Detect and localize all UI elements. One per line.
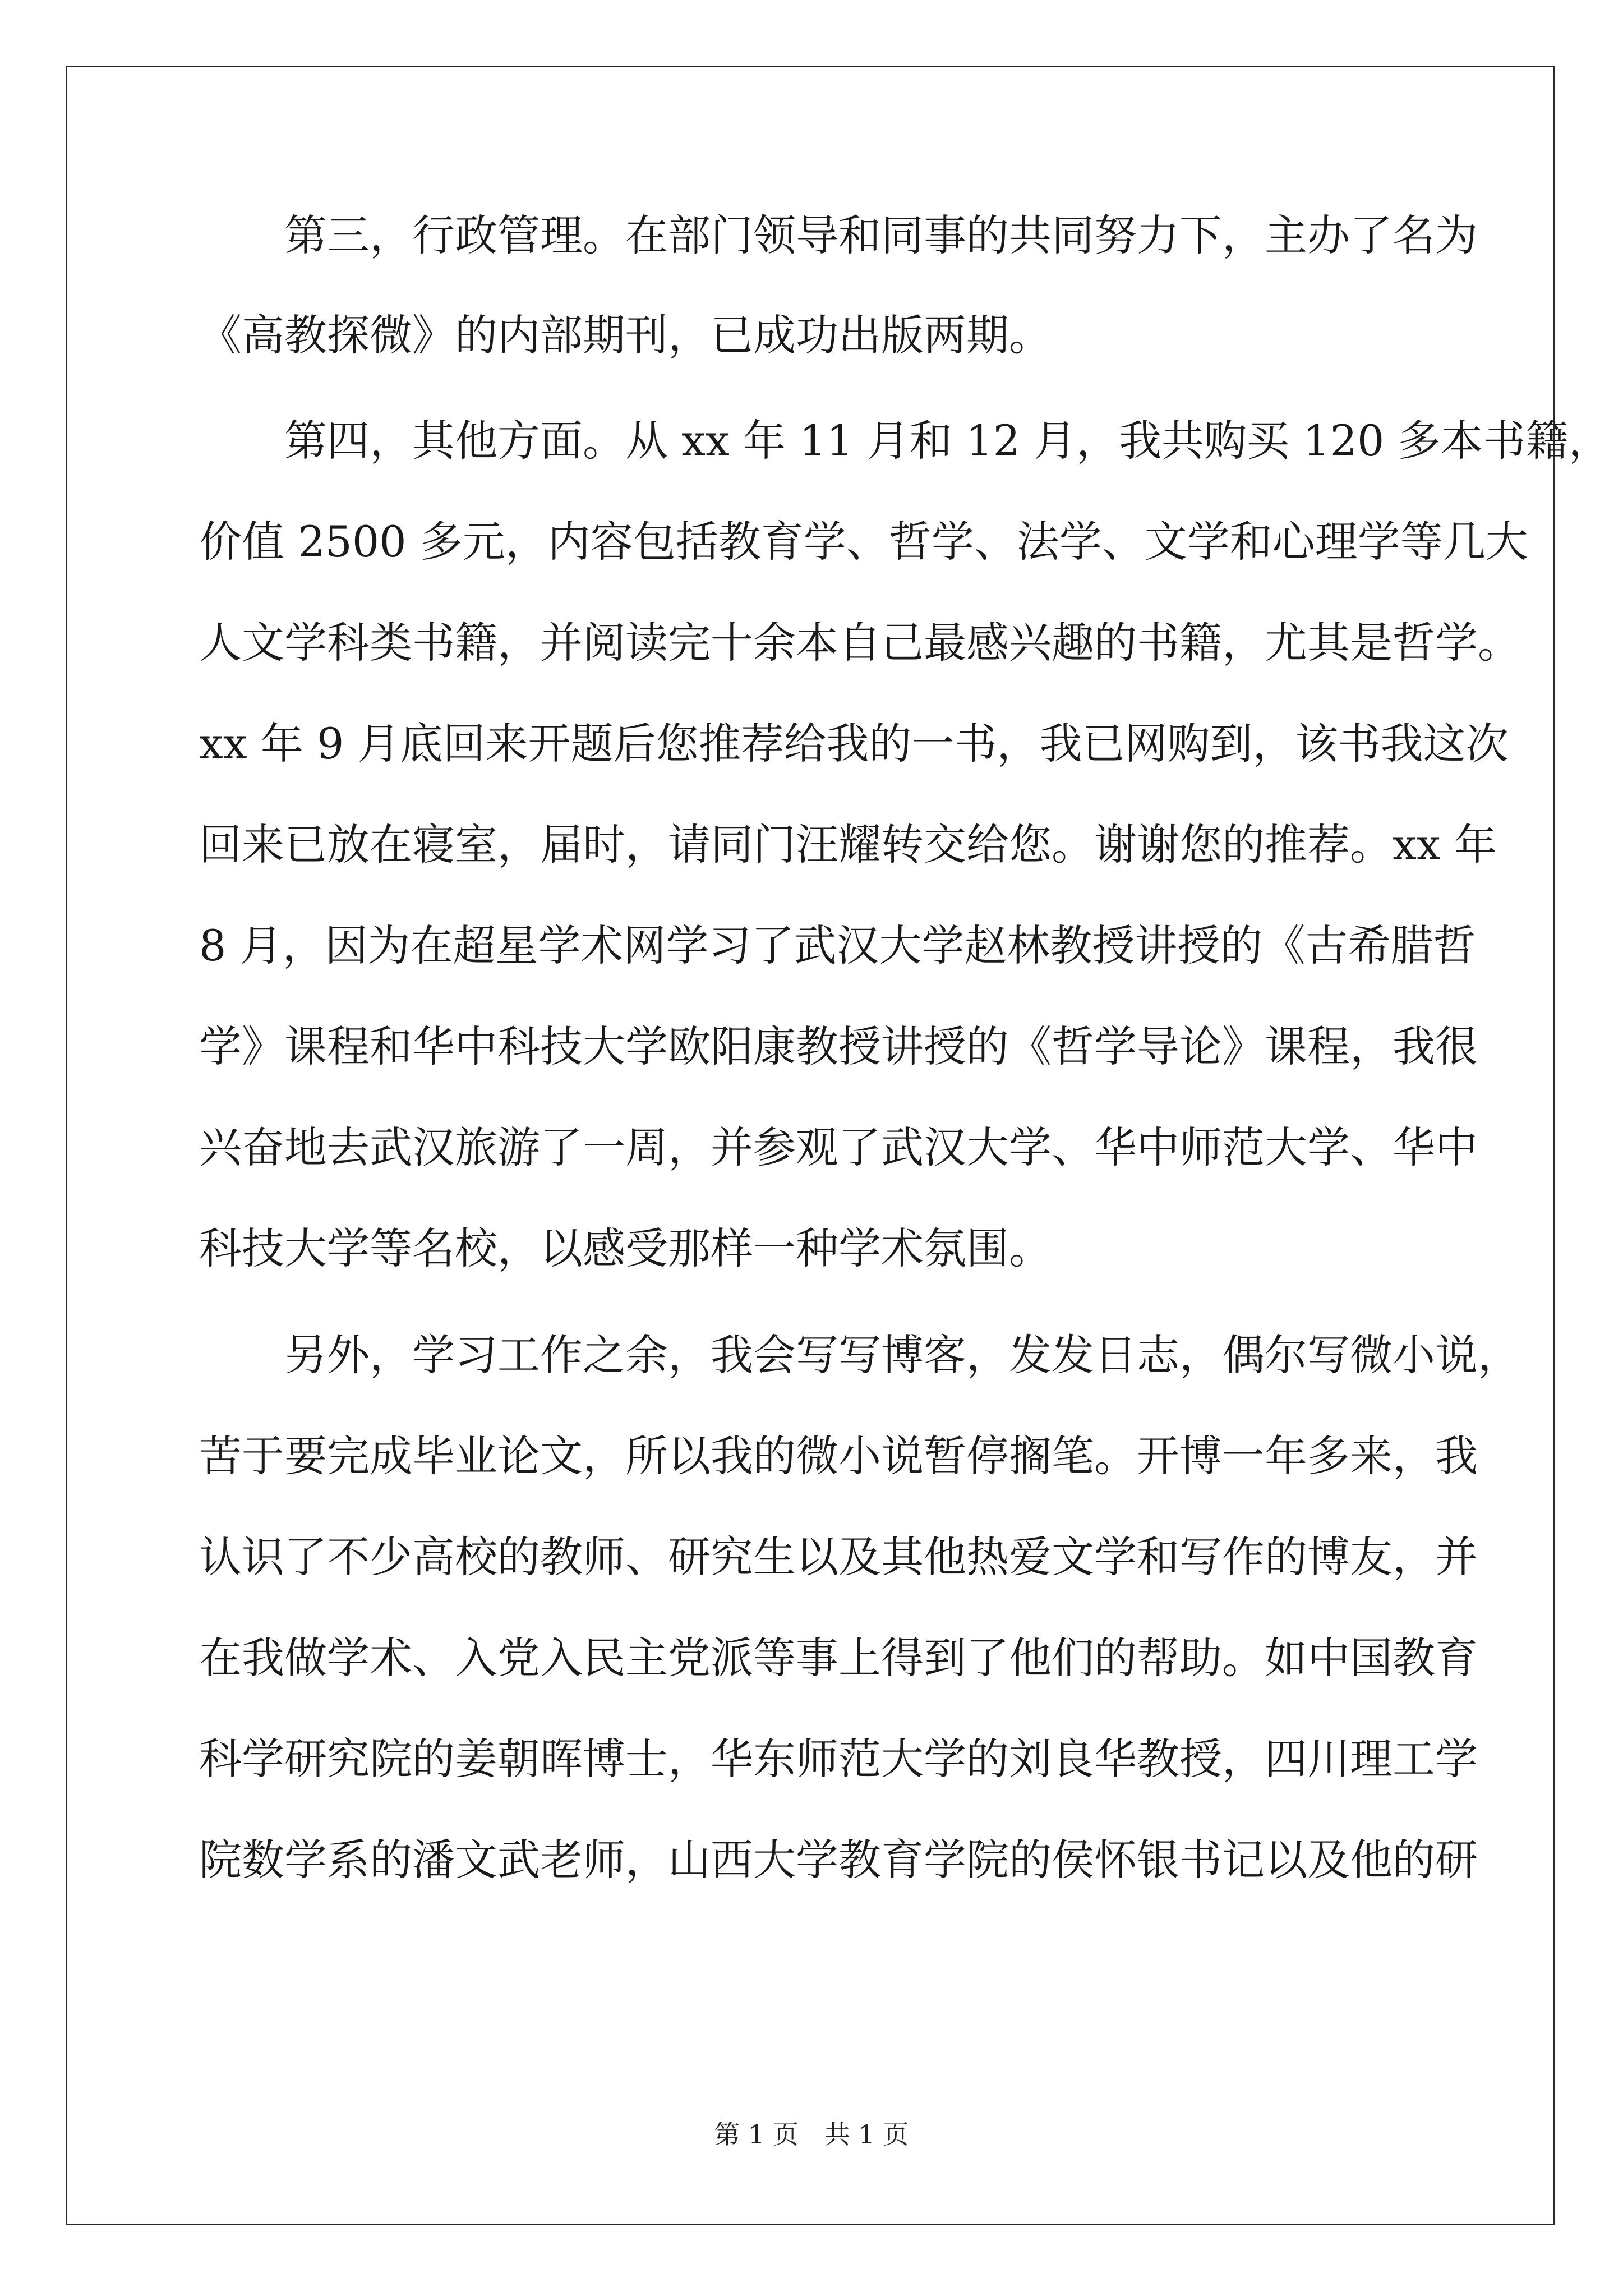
text-line: 院数学系的潘文武老师，山西大学教育学院的侯怀银书记以及他的研 <box>199 1835 1478 1885</box>
text-line: 8 月，因为在超星学术网学习了武汉大学赵林教授讲授的《古希腊哲 <box>199 921 1476 970</box>
text-line: 第三，行政管理。在部门领导和同事的共同努力下，主办了名为 <box>199 210 1478 260</box>
text-line: 在我做学术、入党入民主党派等事上得到了他们的帮助。如中国教育 <box>199 1633 1478 1683</box>
text-line: 《高教探微》的内部期刊，已成功出版两期。 <box>199 310 1052 360</box>
text-line: 学》课程和华中科技大学欧阳康教授讲授的《哲学导论》课程，我很 <box>199 1022 1478 1071</box>
text-line: 另外，学习工作之余，我会写写博客，发发日志，偶尔写微小说， <box>199 1330 1520 1380</box>
text-line: 认识了不少高校的教师、研究生以及其他热爱文学和写作的博友，并 <box>199 1532 1478 1582</box>
text-line: 价值 2500 多元，内容包括教育学、哲学、法学、文学和心理学等几大 <box>199 517 1528 567</box>
text-line: xx 年 9 月底回来开题后您推荐给我的一书，我已网购到，该书我这次 <box>199 719 1509 769</box>
text-line: 科技大学等名校，以感受那样一种学术氛围。 <box>199 1223 1052 1273</box>
text-line: 苦于要完成毕业论文，所以我的微小说暂停搁笔。开博一年多来，我 <box>199 1431 1478 1481</box>
text-line: 人文学科类书籍，并阅读完十余本自己最感兴趣的书籍，尤其是哲学。 <box>199 618 1520 668</box>
text-line: 科学研究院的姜朝晖博士，华东师范大学的刘良华教授，四川理工学 <box>199 1734 1478 1784</box>
text-line: 兴奋地去武汉旅游了一周，并参观了武汉大学、华中师范大学、华中 <box>199 1122 1478 1172</box>
text-line: 第四，其他方面。从 xx 年 11 月和 12 月，我共购买 120 多本书籍， <box>199 416 1611 466</box>
text-line: 回来已放在寝室，届时，请同门汪耀转交给您。谢谢您的推荐。xx 年 <box>199 820 1497 869</box>
page-footer: 第 1 页 共 1 页 <box>714 2119 909 2150</box>
